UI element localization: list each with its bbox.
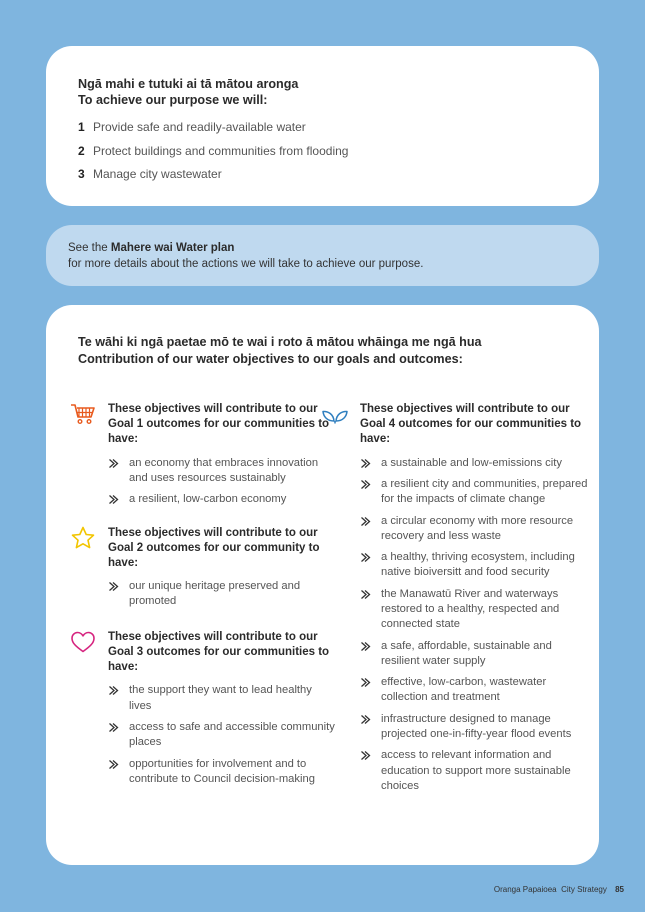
chevron-right-icon — [108, 494, 119, 505]
outcome-item — [360, 477, 588, 508]
right-column — [326, 402, 588, 800]
chevron-right-icon — [360, 750, 371, 761]
outcome-item — [360, 675, 588, 706]
outcome-text: the support they want to lead healthy lives — [129, 684, 312, 712]
outcome-item — [360, 587, 588, 633]
chevron-right-icon — [360, 479, 371, 490]
outcome-item — [108, 720, 336, 751]
outcome-text: infrastructure designed to manage projected one-in-fifty-year flood events — [381, 712, 572, 741]
leaves-icon — [321, 402, 349, 426]
goal-group — [74, 630, 336, 787]
outcome-text: effective, low-carbon, wastewater collection and treatment — [381, 676, 547, 704]
left-column — [74, 402, 336, 793]
chevron-right-icon — [360, 677, 371, 688]
outcome-text: a resilient city and communities, prepared for the impacts of climate change — [381, 477, 588, 506]
chevron-right-icon — [108, 685, 119, 696]
chevron-right-icon — [108, 759, 119, 770]
chevron-right-icon — [360, 516, 371, 527]
chevron-right-icon — [360, 552, 371, 563]
chevron-right-icon — [360, 641, 371, 652]
outcome-text: a sustainable and low-emissions city — [381, 456, 562, 469]
heart-icon — [69, 630, 97, 654]
outcome-item — [360, 514, 588, 545]
plan-link[interactable]: Mahere wai Water plan — [110, 242, 235, 254]
chevron-right-icon — [108, 581, 119, 592]
outcome-item — [360, 550, 588, 581]
outcome-text: our unique heritage preserved and promoted — [129, 580, 301, 608]
purpose-item: 3 Manage city wastewater — [78, 167, 222, 181]
chevron-right-icon — [360, 589, 371, 600]
contribution-heading: Te wāhi ki ngā paetae mō te wai i roto ā mātou whāinga me ngā hua Contribution of our water objectives to our goals and outcomes: — [78, 335, 482, 366]
outcome-text: access to safe and accessible community places — [129, 720, 335, 749]
shopping-cart-icon — [69, 402, 97, 426]
outcome-text: a resilient, low-carbon economy — [129, 493, 287, 506]
footer-section: City Strategy — [561, 885, 607, 894]
outcome-text: a safe, affordable, sustainable and resilient water supply — [381, 639, 552, 667]
page-number: 85 — [615, 885, 624, 894]
goal-title: These objectives will contribute to our Goal 2 outcomes for our community to have: — [108, 526, 320, 569]
outcome-item — [108, 579, 336, 610]
outcome-text: an economy that embraces innovation and uses resources sustainably — [129, 456, 319, 484]
purpose-item: 2 Protect buildings and communities from flooding — [78, 143, 349, 158]
goal-title: These objectives will contribute to our Goal 4 outcomes for our communities to have: — [360, 403, 582, 446]
chevron-right-icon — [360, 458, 371, 469]
outcome-item — [108, 683, 336, 714]
purpose-card — [46, 46, 599, 206]
outcome-text: the Manawatū River and waterways restored to a healthy, respected and connected state — [381, 587, 560, 631]
goal-title: These objectives will contribute to our Goal 1 outcomes for our communities to have: — [108, 403, 330, 446]
outcome-item — [360, 639, 588, 670]
star-icon — [69, 526, 97, 550]
outcome-item — [108, 492, 336, 507]
chevron-right-icon — [108, 458, 119, 469]
goal-group — [74, 402, 336, 508]
outcome-item — [108, 456, 336, 487]
outcome-item — [360, 456, 588, 471]
outcome-text: opportunities for involvement and to contribute to Council decision-making — [129, 757, 315, 785]
purpose-heading: Ngā mahi e tutuki ai tā mātou aronga To achieve our purpose we will: — [78, 77, 299, 107]
page-footer — [494, 885, 624, 894]
outcome-item — [360, 712, 588, 743]
chevron-right-icon — [360, 714, 371, 725]
purpose-item: 1 Provide safe and readily-available water — [78, 120, 306, 134]
footer-publication: Oranga Papaioea — [493, 885, 557, 894]
goal-group — [326, 402, 588, 794]
outcome-text: access to relevant information and education to support more sustainable choices — [381, 749, 571, 792]
outcome-text: a circular economy with more resource recovery and less waste — [381, 514, 574, 542]
outcome-item — [108, 757, 336, 788]
outcome-item — [360, 748, 588, 794]
plan-note: See the Mahere wai Water plan for more details about the actions we will take to achieve our purpose. — [46, 225, 599, 286]
goal-title: These objectives will contribute to our Goal 3 outcomes for our communities to have: — [108, 630, 330, 674]
purpose-list — [78, 120, 599, 191]
chevron-right-icon — [108, 722, 119, 733]
goal-group — [74, 526, 336, 610]
outcome-text: a healthy, thriving ecosystem, including native bioiversitt and food security — [381, 551, 575, 579]
contribution-card — [46, 305, 599, 865]
